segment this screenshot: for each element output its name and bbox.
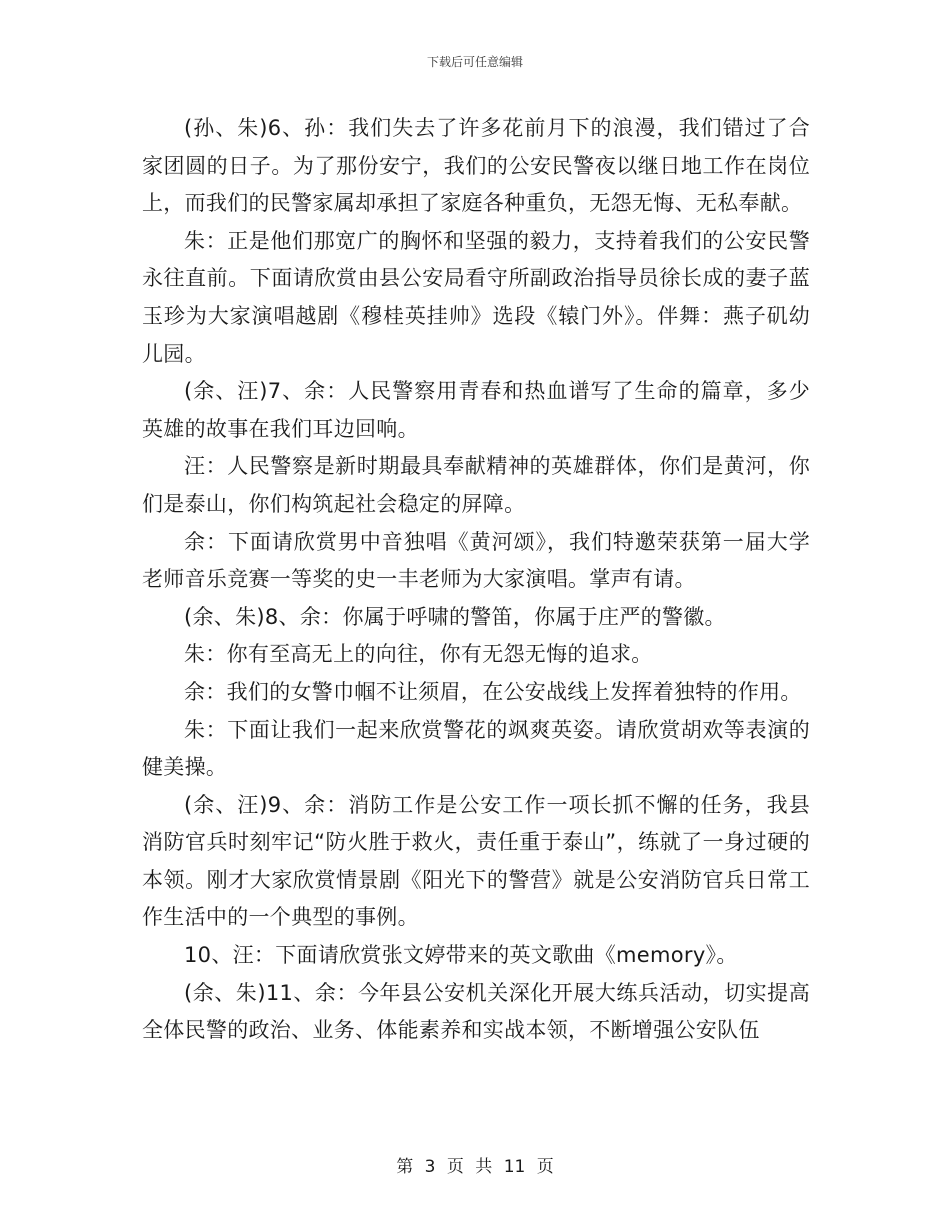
paragraph: 朱：你有至高无上的向往，你有无怨无悔的追求。 xyxy=(184,642,653,667)
paragraph: 朱：正是他们那宽广的胸怀和坚强的毅力，支持着我们的公安民警永往直前。下面请欣赏由县公安局看守所副政治指导员徐长成的妻子蓝玉珍为大家演唱越剧《穆桂英挂帅》选段《辕门外》。伴舞：燕子矶幼儿园。 xyxy=(142,228,810,366)
paragraph: (余、汪)9、余：消防工作是公安工作一项长抓不懈的任务，我县消防官兵时刻牢记“防火胜于救火，责任重于泰山”，练就了一身过硬的本领。刚才大家欣赏情景剧《阳光下的警营》就是公安消防官兵日常工作生活中的一个典型的事例。 xyxy=(142,792,810,930)
paragraph: 余：我们的女警巾帼不让须眉，在公安战线上发挥着独特的作用。 xyxy=(184,679,802,704)
paragraph: 余：下面请欣赏男中音独唱《黄河颂》，我们特邀荣获第一届大学老师音乐竞赛一等奖的史一丰老师为大家演唱。掌声有请。 xyxy=(142,529,810,592)
page-header: 下载后可任意编辑 xyxy=(426,55,523,69)
paragraph: 汪：人民警察是新时期最具奉献精神的英雄群体，你们是黄河，你们是泰山，你们构筑起社会稳定的屏障。 xyxy=(142,454,810,516)
document-body xyxy=(142,110,810,1050)
paragraph: (孙、朱)6、孙：我们失去了许多花前月下的浪漫，我们错过了合家团圆的日子。为了那份安宁，我们的公安民警夜以继日地工作在岗位上，而我们的民警家属却承担了家庭各种重负，无怨无悔、无私奉献。 xyxy=(142,116,810,216)
paragraph: 朱：下面让我们一起来欣赏警花的飒爽英姿。请欣赏胡欢等表演的健美操。 xyxy=(142,717,810,780)
paragraph: (余、汪)7、余：人民警察用青春和热血谱写了生命的篇章，多少英雄的故事在我们耳边回响。 xyxy=(142,379,810,441)
paragraph: (余、朱)11、余：今年县公安机关深化开展大练兵活动，切实提高全体民警的政治、业务、体能素养和实战本领，不断增强公安队伍 xyxy=(142,980,810,1043)
paragraph: 10、汪：下面请欣赏张文婷带来的英文歌曲《memory》。 xyxy=(184,943,738,968)
page-number-footer: 第 3 页 共 11 页 xyxy=(396,1157,554,1177)
paragraph: (余、朱)8、余：你属于呼啸的警笛，你属于庄严的警徽。 xyxy=(184,604,726,629)
